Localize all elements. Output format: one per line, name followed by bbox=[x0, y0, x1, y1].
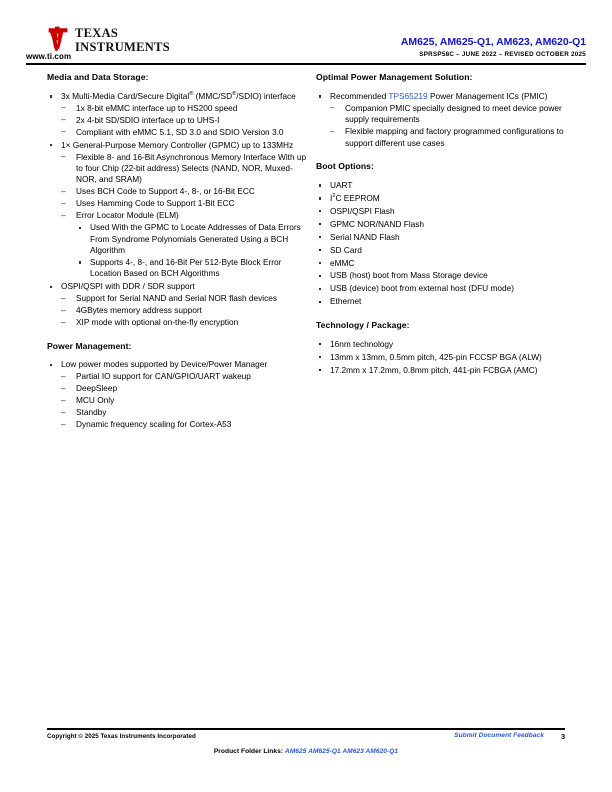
power-management-list bbox=[47, 359, 311, 430]
list-item: – Dynamic frequency scaling for Cortex-A53 bbox=[61, 419, 311, 430]
page-content bbox=[0, 72, 612, 432]
submit-document-feedback-link[interactable]: Submit Document Feedback bbox=[454, 732, 544, 739]
list-item: OSPI/QSPI Flash bbox=[316, 206, 580, 217]
section-title-technology-package: Technology / Package: bbox=[316, 319, 410, 330]
boot-options-list bbox=[316, 180, 580, 308]
list-item: – 2x 4-bit SD/SDIO interface up to UHS-I bbox=[61, 115, 311, 126]
ti-logo-instruments: INSTRUMENTS bbox=[75, 39, 170, 54]
list-item bbox=[61, 210, 311, 280]
list-item: GPMC NOR/NAND Flash bbox=[316, 219, 580, 230]
list-item bbox=[47, 359, 311, 430]
bullet-text-mmc-sd: 3x Multi-Media Card/Secure Digital® (MMC/SD®/SDIO) interface bbox=[61, 90, 296, 101]
list-item bbox=[47, 281, 311, 328]
bullet-text-low-power-modes: Low power modes supported by Device/Power Manager bbox=[61, 359, 268, 370]
header-part-numbers[interactable]: AM625, AM625-Q1, AM623, AM620-Q1 bbox=[400, 36, 586, 48]
right-column bbox=[316, 72, 580, 432]
bullet-text-ospi-qspi: OSPI/QSPI with DDR / SDR support bbox=[61, 281, 195, 292]
list-item: – Standby bbox=[61, 407, 311, 418]
list-item: – Uses BCH Code to Support 4-, 8-, or 16-Bit ECC bbox=[61, 186, 311, 197]
header-document-id: SPRSP58C – JUNE 2022 – REVISED OCTOBER 2025 bbox=[419, 50, 586, 58]
link-tps65219[interactable]: TPS65219 bbox=[388, 90, 428, 101]
list-item: 13mm x 13mm, 0.5mm pitch, 425-pin FCCSP BGA (ALW) bbox=[316, 352, 580, 363]
list-item: – MCU Only bbox=[61, 395, 311, 406]
list-item: $I^2C$ EEPROM bbox=[316, 193, 580, 204]
list-item: – XIP mode with optional on-the-fly encryption bbox=[61, 317, 311, 328]
bullet-text-elm: Error Locator Module (ELM) bbox=[76, 210, 179, 221]
list-item: Used With the GPMC to Locate Addresses of Data Errors From Syndrome Polynomials Generated Using a BCH Algorithm bbox=[76, 222, 311, 256]
product-folder-links-label: Product Folder Links: bbox=[213, 748, 285, 755]
ti-logo-wordmark bbox=[75, 26, 170, 53]
pmic-list bbox=[316, 91, 580, 149]
pmic-sublist bbox=[330, 103, 580, 149]
page-number: 3 bbox=[561, 732, 565, 741]
media-storage-list bbox=[47, 91, 311, 329]
list-item: – Flexible mapping and factory programmed configurations to support different use cases bbox=[330, 126, 580, 149]
list-item: Supports 4-, 8-, and 16-Bit Per 512-Byte Block Error Location Based on BCH Algorithms bbox=[76, 257, 311, 280]
list-item: – Companion PMIC specially designed to meet device power supply requirements bbox=[330, 103, 580, 126]
page-footer bbox=[0, 712, 612, 792]
list-item: Serial NAND Flash bbox=[316, 232, 580, 243]
product-folder-links bbox=[0, 748, 612, 755]
list-item bbox=[47, 140, 311, 280]
texas-instruments-logo-icon bbox=[46, 26, 70, 52]
list-item: USB (device) boot from external host (DFU mode) bbox=[316, 283, 580, 294]
ti-website-url[interactable]: www.ti.com bbox=[26, 52, 72, 61]
footer-copyright: Copyright © 2025 Texas Instruments Incorporated bbox=[47, 733, 196, 740]
footer-divider-rule bbox=[47, 728, 565, 730]
ti-logo-texas: TEXAS bbox=[75, 26, 119, 40]
list-item: eMMC bbox=[316, 258, 580, 269]
list-item: USB (host) boot from Mass Storage device bbox=[316, 270, 580, 281]
left-column bbox=[47, 72, 311, 432]
list-item bbox=[47, 91, 311, 138]
section-title-boot-options: Boot Options: bbox=[316, 161, 374, 172]
list-item bbox=[316, 91, 580, 149]
ospi-qspi-sublist bbox=[61, 293, 311, 328]
list-item: – DeepSleep bbox=[61, 383, 311, 394]
technology-package-list bbox=[316, 339, 580, 376]
gpmc-sublist bbox=[61, 152, 311, 280]
ti-logo bbox=[46, 26, 170, 53]
bullet-text-pmic: Recommended TPS65219 Power Management ICs (PMIC) bbox=[330, 90, 548, 101]
section-title-optimal-power-management-solution: Optimal Power Management Solution: bbox=[316, 72, 473, 82]
list-item: – 1x 8-bit eMMC interface up to HS200 speed bbox=[61, 103, 311, 114]
header-divider-rule bbox=[26, 63, 586, 65]
list-item: – Partial IO support for CAN/GPIO/UART wakeup bbox=[61, 371, 311, 382]
list-item: Ethernet bbox=[316, 296, 580, 307]
section-title-media-and-data-storage: Media and Data Storage: bbox=[47, 72, 149, 82]
list-item: – 4GBytes memory address support bbox=[61, 305, 311, 316]
list-item: 17.2mm x 17.2mm, 0.8mm pitch, 441-pin FCBGA (AMC) bbox=[316, 365, 580, 376]
elm-sublist bbox=[76, 222, 311, 280]
low-power-modes-sublist bbox=[61, 371, 311, 430]
list-item: – Compliant with eMMC 5.1, SD 3.0 and SDIO Version 3.0 bbox=[61, 127, 311, 138]
list-item: – Support for Serial NAND and Serial NOR flash devices bbox=[61, 293, 311, 304]
list-item: – Uses Hamming Code to Support 1-Bit ECC bbox=[61, 198, 311, 209]
list-item: SD Card bbox=[316, 245, 580, 256]
mmc-sd-sublist bbox=[61, 103, 311, 138]
page-header bbox=[0, 0, 612, 66]
list-item: UART bbox=[316, 180, 580, 191]
list-item: – Flexible 8- and 16-Bit Asynchronous Memory Interface With up to four Chip (22-bit address) Selects (NAND, NOR, Muxed-NOR, and SRAM) bbox=[61, 152, 311, 186]
bullet-text-gpmc: 1× General-Purpose Memory Controller (GPMC) up to 133MHz bbox=[61, 139, 294, 150]
list-item: 16nm technology bbox=[316, 339, 580, 350]
product-folder-links-values[interactable]: AM625 AM625-Q1 AM623 AM620-Q1 bbox=[284, 748, 399, 755]
section-title-power-management: Power Management: bbox=[47, 340, 132, 351]
header-device-names bbox=[401, 36, 586, 58]
